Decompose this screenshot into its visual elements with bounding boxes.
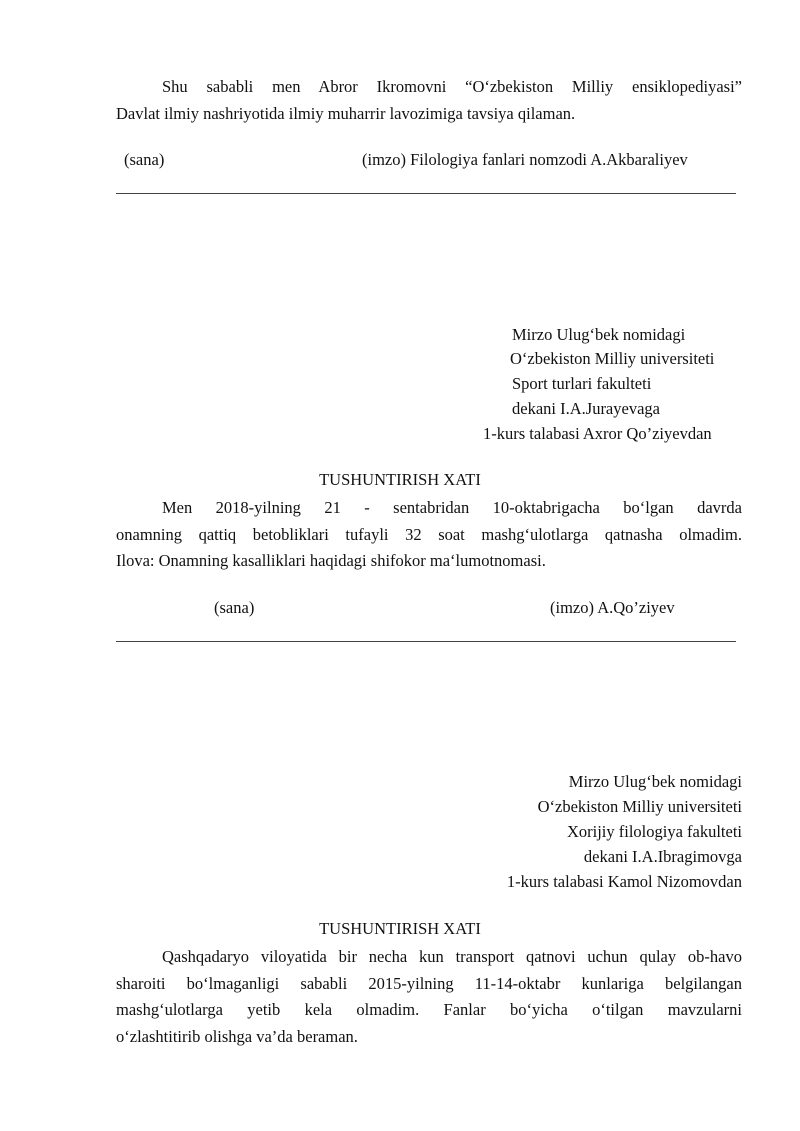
recipient-line: O‘zbekiston Milliy universiteti xyxy=(510,349,715,368)
paragraph-line: mashg‘ulotlarga yetib kela olmadim. Fanlar bo‘yicha o‘tilgan mavzularni xyxy=(116,1000,742,1019)
signature-line: (imzo) A.Qo’ziyev xyxy=(550,598,675,617)
paragraph-line: sharoiti bo‘lmaganligi sababli 2015-yilning 11-14-oktabr kunlariga belgilangan xyxy=(116,973,742,993)
separator-line xyxy=(116,641,736,642)
signature-line: (imzo) Filologiya fanlari nomzodi A.Akbaraliyev xyxy=(362,150,688,169)
paragraph-line: Men 2018-yilning 21 - sentabridan 10-oktabrigacha bo‘lgan davrda xyxy=(162,498,742,517)
paragraph-line: onamning qattiq betobliklari tufayli 32 soat mashg‘ulotlarga qatnasha olmadim. xyxy=(116,524,742,544)
paragraph-line: Ilova: Onamning kasalliklari haqidagi shifokor ma‘lumotnomasi. xyxy=(116,551,546,570)
recipient-line: Sport turlari fakulteti xyxy=(512,374,652,393)
recipient-line: dekani I.A.Ibragimovga xyxy=(583,847,742,866)
sender-line: 1-kurs talabasi Kamol Nizomovdan xyxy=(506,872,742,891)
recipient-line: Xorijiy filologiya fakulteti xyxy=(566,822,742,841)
explanation-paragraph xyxy=(116,944,742,1050)
recipient-line: Mirzo Ulug‘bek nomidagi xyxy=(568,772,742,791)
paragraph-line: Shu sababli men Abror Ikromovni “O‘zbekiston Milliy ensiklopediyasi” xyxy=(162,77,742,96)
date-label: (sana) xyxy=(124,150,165,169)
paragraph-line: Davlat ilmiy nashriyotida ilmiy muharrir lavozimiga tavsiya qilaman. xyxy=(116,103,576,123)
separator-line xyxy=(116,193,736,194)
recipient-line: dekani I.A.Jurayevaga xyxy=(512,399,660,418)
paragraph-line: Qashqadaryo viloyatida bir necha kun transport qatnovi uchun qulay ob-havo xyxy=(162,947,742,966)
recommendation-paragraph xyxy=(116,74,742,127)
recipient-line: Mirzo Ulug‘bek nomidagi xyxy=(512,325,686,344)
document-title: TUSHUNTIRISH XATI xyxy=(319,919,481,938)
document-title: TUSHUNTIRISH XATI xyxy=(319,470,481,489)
paragraph-line: o‘zlashtitirib olishga va’da beraman. xyxy=(116,1026,358,1046)
sender-line: 1-kurs talabasi Axror Qo’ziyevdan xyxy=(483,424,712,443)
explanation-paragraph xyxy=(116,495,742,575)
date-label: (sana) xyxy=(214,598,255,617)
recipient-line: O‘zbekiston Milliy universiteti xyxy=(537,797,742,816)
